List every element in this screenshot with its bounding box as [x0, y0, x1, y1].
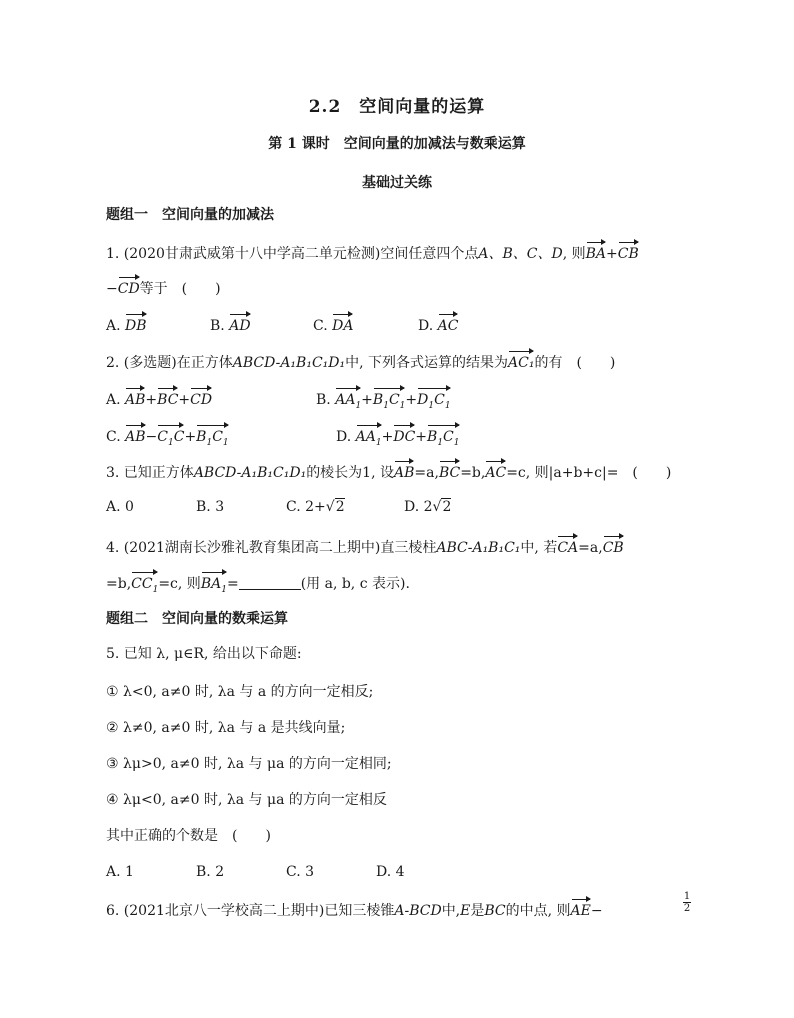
q3-vec-ac: AC	[485, 460, 506, 483]
q4-solid: ABC-A₁B₁C₁	[436, 540, 521, 556]
q4-tail: (用 a, b, c 表示).	[300, 576, 410, 592]
q2-option-b-letter: B.	[316, 392, 331, 408]
q2-solid: ABCD-A₁B₁C₁D₁	[232, 355, 346, 371]
q1-points: A、B、C、D	[478, 246, 563, 262]
question-6-stem	[106, 898, 603, 921]
q5-item-1: ① λ<0, a≠0 时, λa 与 a 的方向一定相反;	[106, 684, 374, 700]
q1-option-a-letter: A.	[106, 318, 126, 334]
q3-eq1: =a,	[414, 465, 439, 481]
question-4-line-1	[106, 535, 624, 558]
q1-plus: +	[606, 246, 618, 262]
q1-option-d	[418, 313, 458, 336]
q4-eq1: =a,	[578, 540, 603, 556]
q1-option-c	[313, 313, 353, 336]
q3-option-a: A. 0	[106, 499, 134, 515]
q2-b-vec-aa1: $AA_1$	[335, 387, 361, 416]
q1-option-b-letter: B.	[210, 318, 230, 334]
q1-vector-3: CD	[118, 276, 140, 299]
q6-point-e: E	[460, 903, 471, 919]
q2-option-c-letter: C.	[106, 429, 121, 445]
q3-option-d: D. 2√2	[404, 499, 452, 515]
q1-option-b-vector: AD	[229, 313, 250, 336]
q1-option-d-letter: D.	[418, 318, 438, 334]
q6-vector-ae: AE	[571, 898, 591, 921]
q1-option-a	[106, 313, 147, 336]
q1-vector-1: BA	[586, 241, 606, 264]
q6-prefix: 6. (2021北京八一学校高二上期中)已知三棱锥	[106, 903, 395, 919]
q2-option-d: D. $AA_1+DC+B_1C_1$	[336, 424, 460, 453]
page-title: 2.2 空间向量的运算	[308, 97, 486, 117]
q3-option-c: C. 2+√2	[286, 499, 345, 515]
q2-tail: 的有 ( )	[534, 355, 616, 371]
q4-answer-blank	[239, 575, 301, 590]
q3-option-d-text: D. 2	[404, 499, 433, 515]
q4-line2c: =	[226, 576, 239, 592]
section-heading: 基础过关练	[362, 175, 432, 191]
q4-prefix: 4. (2021湖南长沙雅礼教育集团高二上期中)直三棱柱	[106, 540, 437, 556]
q1-option-c-vector: DA	[332, 313, 353, 336]
q3-vec-bc: BC	[439, 460, 460, 483]
lesson-subtitle: 第 1 课时 空间向量的加减法与数乘运算	[268, 136, 526, 152]
q3-solid: ABCD-A₁B₁C₁D₁	[193, 465, 307, 481]
q6-fraction	[683, 891, 691, 914]
q2-prefix: 2. (多选题)在正方体	[106, 355, 233, 371]
q1-tail: 等于 ( )	[139, 281, 221, 297]
q3-option-c-radicand: 2	[335, 499, 345, 515]
q4-vec-ba1: $BA_1$	[201, 571, 227, 600]
q5-ask: 其中正确的个数是 ( )	[106, 828, 271, 844]
q3-option-c-text: C. 2+	[286, 499, 326, 515]
question-4-line-2	[106, 571, 410, 600]
q4-mid: 中, 若	[520, 540, 558, 556]
q2-a-vec-bc: BC	[157, 387, 178, 410]
q6-mid: 中,	[441, 903, 461, 919]
q5-item-4: ④ λμ<0, a≠0 时, λa 与 μa 的方向一定相反	[106, 792, 387, 808]
q3-option-b: B. 3	[196, 499, 225, 515]
q1-option-c-letter: C.	[313, 318, 333, 334]
q2-d-vec-dc: DC	[393, 424, 415, 447]
q3-eq3: =c, 则|a+b+c|= ( )	[506, 465, 672, 481]
question-1-line-2	[106, 276, 221, 299]
q6-mid2: 是	[470, 903, 485, 919]
q3-mid: 的棱长为1, 设	[306, 465, 394, 481]
q5-item-2: ② λ≠0, a≠0 时, λa 与 a 是共线向量;	[106, 720, 346, 736]
q3-eq2: =b,	[460, 465, 486, 481]
q5-option-d: D. 4	[376, 864, 405, 880]
q2-c-vec-c1c: $C_1C$	[157, 424, 184, 453]
q1-prefix: 1. (2020甘肃武威第十八中学高二单元检测)空间任意四个点	[106, 246, 479, 262]
q5-option-a: A. 1	[106, 864, 134, 880]
q2-b-vec-b1c1: $B_1C_1$	[373, 387, 405, 416]
q1-then: , 则	[562, 246, 586, 262]
q4-line2b: =c, 则	[158, 576, 201, 592]
q3-option-d-radicand: 2	[442, 499, 452, 515]
q6-fraction-numerator: 1	[683, 891, 691, 902]
q4-vec-ca: CA	[557, 535, 578, 558]
q5-option-b: B. 2	[196, 864, 225, 880]
q3-prefix: 3. 已知正方体	[106, 465, 194, 481]
q1-vector-2: CB	[618, 241, 639, 264]
q2-c-vec-ab: AB	[125, 424, 145, 447]
q2-d-vec-aa1: $AA_1$	[356, 424, 382, 453]
question-2-stem	[106, 350, 615, 373]
q2-mid: 中, 下列各式运算的结果为	[345, 355, 509, 371]
group-two-heading: 题组二 空间向量的数乘运算	[106, 611, 288, 627]
q2-a-vec-ab: AB	[125, 387, 145, 410]
q2-d-vec-b1c1: $B_1C_1$	[427, 424, 459, 453]
q4-line2a: =b,	[106, 576, 132, 592]
q2-a-vec-cd: CD	[190, 387, 212, 410]
q2-option-b: B. $AA_1+B_1C_1+D_1C_1$	[316, 387, 451, 416]
q6-solid: A-BCD	[394, 903, 442, 919]
q2-option-a-letter: A.	[106, 392, 121, 408]
q3-vec-ab: AB	[394, 460, 414, 483]
q6-tail: −	[590, 903, 603, 919]
q5-option-c: C. 3	[286, 864, 315, 880]
q4-vec-cb: CB	[603, 535, 624, 558]
group-one-heading: 题组一 空间向量的加减法	[106, 207, 274, 223]
q2-target-vector: AC₁	[508, 350, 534, 373]
q6-mid3: 的中点, 则	[505, 903, 571, 919]
q1-option-d-vector: AC	[438, 313, 459, 336]
q2-c-vec-b1c1: $B_1C_1$	[196, 424, 228, 453]
question-3-stem	[106, 460, 671, 483]
q1-minus: −	[106, 281, 118, 297]
q6-fraction-denominator: 2	[683, 903, 691, 914]
question-1-line-1	[106, 241, 639, 264]
q4-vec-cc1: $CC_1$	[131, 571, 158, 600]
q5-item-3: ③ λμ>0, a≠0 时, λa 与 μa 的方向一定相同;	[106, 756, 392, 772]
question-5-stem: 5. 已知 λ, μ∈R, 给出以下命题:	[106, 646, 302, 662]
q2-option-d-letter: D.	[336, 429, 352, 445]
q2-option-c: C. $AB-C_1C+B_1C_1$	[106, 424, 229, 453]
q1-option-b	[210, 313, 251, 336]
q2-b-vec-d1c1: $D_1C_1$	[417, 387, 450, 416]
q1-option-a-vector: DB	[125, 313, 147, 336]
q6-segment-bc: BC	[484, 903, 506, 919]
q2-option-a: A. AB+BC+CD	[106, 387, 212, 410]
